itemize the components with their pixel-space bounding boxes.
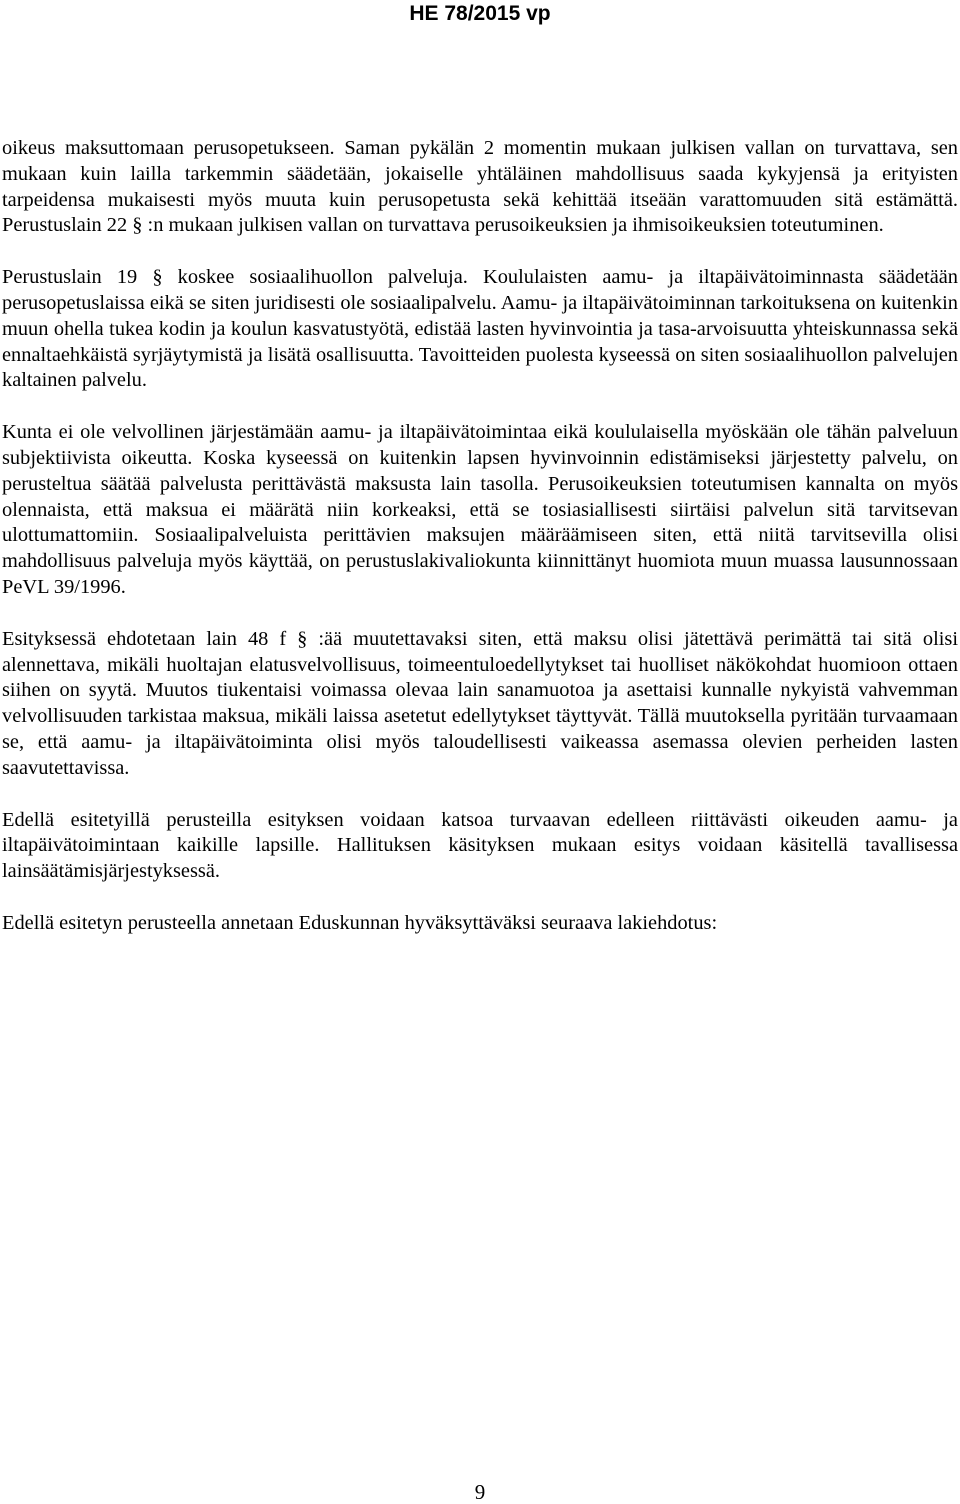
document-header: HE 78/2015 vp bbox=[409, 2, 551, 25]
paragraph-5: Edellä esitetyillä perusteilla esityksen voidaan katsoa turvaavan edelleen riittävästi oikeuden aamu- ja iltapäivätoimintaan kaikille lapsille. Hallituksen käsityksen mukaan esitys voidaan käsitellä tavallisessa lainsäätämisjärjestyksessä. bbox=[2, 808, 958, 883]
page-number: 9 bbox=[474, 1480, 486, 1504]
paragraph-4: Esityksessä ehdotetaan lain 48 f § :ää muutettavaksi siten, että maksu olisi jätettävä perimättä tai sitä olisi alennettava, mikäli huoltajan elatusvelvollisuus, toimeentuloedellytykset tai huolliset näkökohdat huomioon ottaen siihen on syytä. Muutos tiukentaisi voimassa olevaa lain sanamuotoa ja asettaisi kunnalle nykyistä vahvemman velvollisuuden tarkistaa maksua, mikäli laissa asetetut edellytykset täyttyvät. Tällä muutoksella pyritään turvaamaan se, että aamu- ja iltapäivätoiminta olisi myös taloudellisesti vaikeassa asemassa olevien perheiden lasten saavutettavissa. bbox=[2, 627, 958, 779]
document-body bbox=[2, 136, 958, 963]
paragraph-1: oikeus maksuttomaan perusopetukseen. Saman pykälän 2 momentin mukaan julkisen vallan on turvattava, sen mukaan kuin lailla tarkemmin säädetään, jokaiselle yhtäläinen mahdollisuus saada kykyjensä ja erityisten tarpeidensa mukaisesti myös muuta kuin perusopetusta sekä kehittää itseään varattomuuden sitä estämättä. Perustuslain 22 § :n mukaan julkisen vallan on turvattava perusoikeuksien ja ihmisoikeuksien toteutuminen. bbox=[2, 137, 958, 237]
paragraph-2: Perustuslain 19 § koskee sosiaalihuollon palveluja. Koululaisten aamu- ja iltapäivätoiminnasta säädetään perusopetuslaissa eikä se siten juridisesti ole sosiaalipalvelu. Aamu- ja iltapäivätoiminnan tarkoituksena on kuitenkin muun ohella tukea kodin ja koulun kasvatustyötä, edistää lasten hyvinvointia ja tasa-arvoisuutta yhteiskunnassa sekä ennaltaehkäistä syrjäytymistä ja lisätä osallisuutta. Tavoitteiden puolesta kyseessä on siten sosiaalihuollon palvelujen kaltainen palvelu. bbox=[2, 266, 958, 392]
paragraph-3: Kunta ei ole velvollinen järjestämään aamu- ja iltapäivätoimintaa eikä koululaisella myöskään ole tähän palveluun subjektiivista oikeutta. Koska kyseessä on kuitenkin lapsen hyvinvoinnin edistämiseksi järjestetty palvelu, on perusteltua säätää palvelusta perittävästä maksusta lain tasolla. Perusoikeuksien toteutumisen kannalta on myös olennaista, että maksua ei määrätä niin korkeaksi, että se tosiasiallisesti siirtäisi palvelun sitä tarvitsevan ulottumattomiin. Sosiaalipalveluista perittävien maksujen määräämiseen siten, että niitä tarvitsevilla olisi mahdollisuus palveluja myös käyttää, on perustuslakivaliokunta kiinnittänyt huomiota muun muassa lausunnossaan PeVL 39/1996. bbox=[2, 421, 958, 598]
paragraph-6: Edellä esitetyn perusteella annetaan Eduskunnan hyväksyttäväksi seuraava lakiehdotus: bbox=[2, 911, 718, 934]
